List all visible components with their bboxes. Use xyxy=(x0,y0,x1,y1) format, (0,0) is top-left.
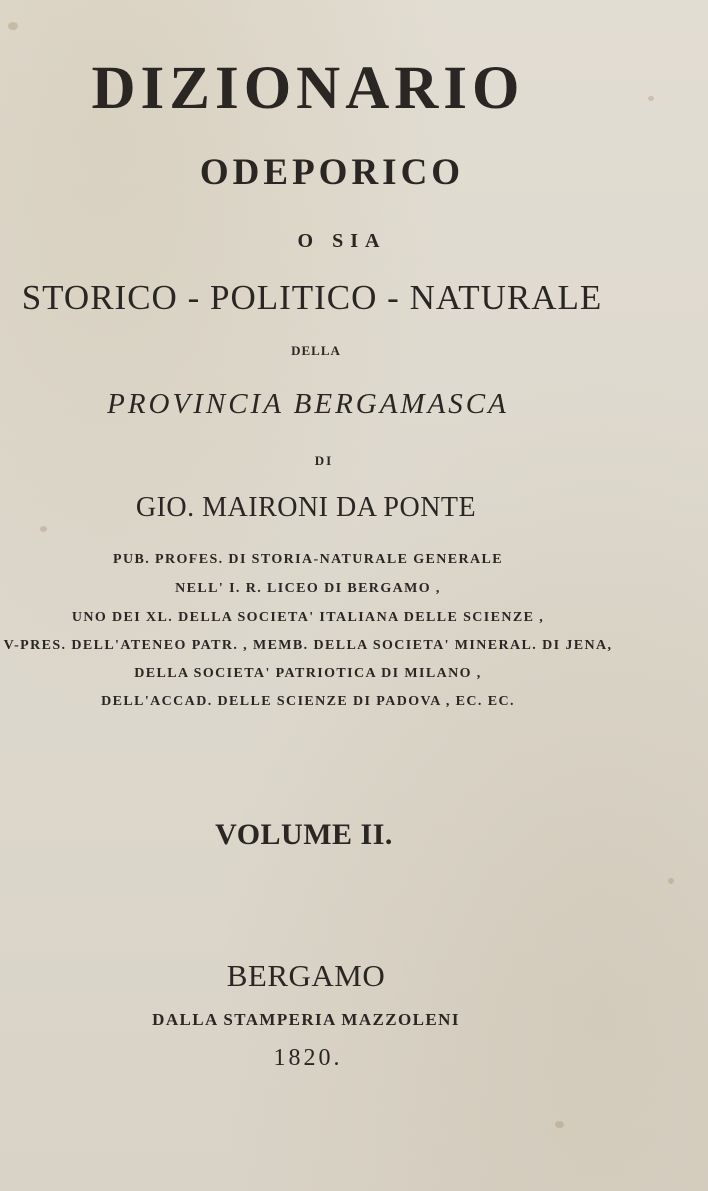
foxing-spot xyxy=(555,1121,564,1128)
book-title: DIZIONARIO xyxy=(91,55,525,122)
credential-line: NELL' I. R. LICEO DI BERGAMO , xyxy=(175,581,441,596)
conjunction-o-sia: O SIA xyxy=(297,230,387,252)
publisher-name: DALLA STAMPERIA MAZZOLENI xyxy=(152,1010,460,1029)
credential-line: DELL'ACCAD. DELLE SCIENZE DI PADOVA , EC. EC. xyxy=(101,694,515,709)
publication-city: BERGAMO xyxy=(226,958,386,993)
di-line: DI xyxy=(314,453,334,468)
credential-line: UNO DEI XL. DELLA SOCIETA' ITALIANA DELLE SCIENZE , xyxy=(71,610,545,625)
province-name: PROVINCIA BERGAMASCA xyxy=(107,388,509,420)
volume-number: VOLUME II. xyxy=(215,818,393,851)
credential-line: DELLA SOCIETA' PATRIOTICA DI MILANO , xyxy=(134,666,482,681)
publication-year: 1820. xyxy=(273,1045,343,1071)
author-name: GIO. MAIRONI DA PONTE xyxy=(135,492,477,523)
subject-line: STORICO - POLITICO - NATURALE xyxy=(21,278,603,317)
book-subtitle: ODEPORICO xyxy=(199,152,465,193)
foxing-spot xyxy=(668,878,674,884)
foxing-spot xyxy=(8,22,18,30)
della-line: DELLA xyxy=(291,343,341,358)
credential-line: PUB. PROFES. DI STORIA-NATURALE GENERALE xyxy=(113,552,503,567)
foxing-spot xyxy=(40,526,47,532)
credential-line: V-PRES. DELL'ATENEO PATR. , MEMB. DELLA SOCIETA' MINERAL. DI JENA, xyxy=(3,638,613,653)
